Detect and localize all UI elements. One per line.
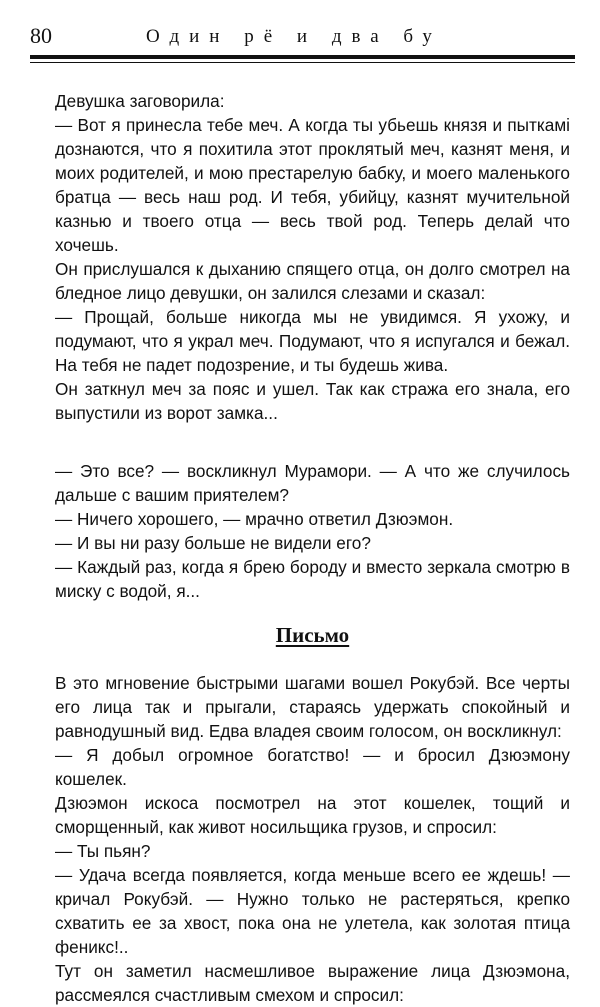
paragraph: Он заткнул меч за пояс и ушел. Так как стража его знала, его выпустили из ворот замка... bbox=[55, 379, 570, 423]
paragraph: — Вот я принесла тебе меч. А когда ты убьешь князя и пыткамі дознаются, что я похитила этот проклятый меч, казнят меня, и моих родителей, и мою престарелую бабку, и моего маленького братца — весь наш род. И тебя, убийцу, казнят мучительной казнью и твоего отца — весь твой род. Теперь делай что хочешь. bbox=[55, 115, 570, 255]
paragraph: — Удача всегда появляется, когда меньше всего ее ждешь! — кричал Рокубэй. — Нужно только не растеряться, крепко схватить ее за хвост, пока она не улетела, как золотая птица феникс!.. bbox=[55, 865, 570, 957]
header-rule-thin bbox=[30, 62, 575, 63]
running-title: Один рё и два бу bbox=[146, 26, 442, 47]
body-text bbox=[55, 89, 570, 1007]
paragraph: — Ничего хорошего, — мрачно ответил Дзюэмон. bbox=[55, 509, 454, 529]
section-heading: Письмо bbox=[275, 623, 350, 647]
paragraph: — Прощай, больше никогда мы не увидимся. Я ухожу, и подумают, что я украл меч. Подумают, что я испугался и бежал. На тебя не падет подозрение, и ты будешь жива. bbox=[55, 307, 570, 375]
paragraph: В это мгновение быстрыми шагами вошел Рокубэй. Все черты его лица так и прыгали, стараясь удержать спокойный и равнодушный вид. Едва владея своим голосом, он воскликнул: bbox=[55, 673, 570, 741]
page-number: 80 bbox=[30, 23, 52, 48]
section-break bbox=[55, 425, 570, 459]
paragraph: — Каждый раз, когда я брею бороду и вместо зеркала смотрю в миску с водой, я... bbox=[55, 557, 570, 601]
paragraph: Он прислушался к дыханию спящего отца, он долго смотрел на бледное лицо девушки, он залился слезами и сказал: bbox=[55, 259, 570, 303]
page-header bbox=[30, 18, 575, 50]
paragraph: — И вы ни разу больше не видели его? bbox=[55, 533, 371, 553]
header-rule-thick bbox=[30, 55, 575, 59]
paragraph: — Это все? — воскликнул Мурамори. — А что же случилось дальше с вашим приятелем? bbox=[55, 461, 570, 505]
paragraph: Девушка заговорила: bbox=[55, 91, 225, 111]
paragraph: Дзюэмон искоса посмотрел на этот кошелек, тощий и сморщенный, как живот носильщика грузов, и спросил: bbox=[55, 793, 570, 837]
paragraph: — Я добыл огромное богатство! — и бросил Дзюэмону кошелек. bbox=[55, 745, 570, 789]
paragraph: Тут он заметил насмешливое выражение лица Дзюэмона, рассмеялся счастливым смехом и спросил: bbox=[55, 961, 570, 1005]
paragraph: — Ты пьян? bbox=[55, 841, 151, 861]
